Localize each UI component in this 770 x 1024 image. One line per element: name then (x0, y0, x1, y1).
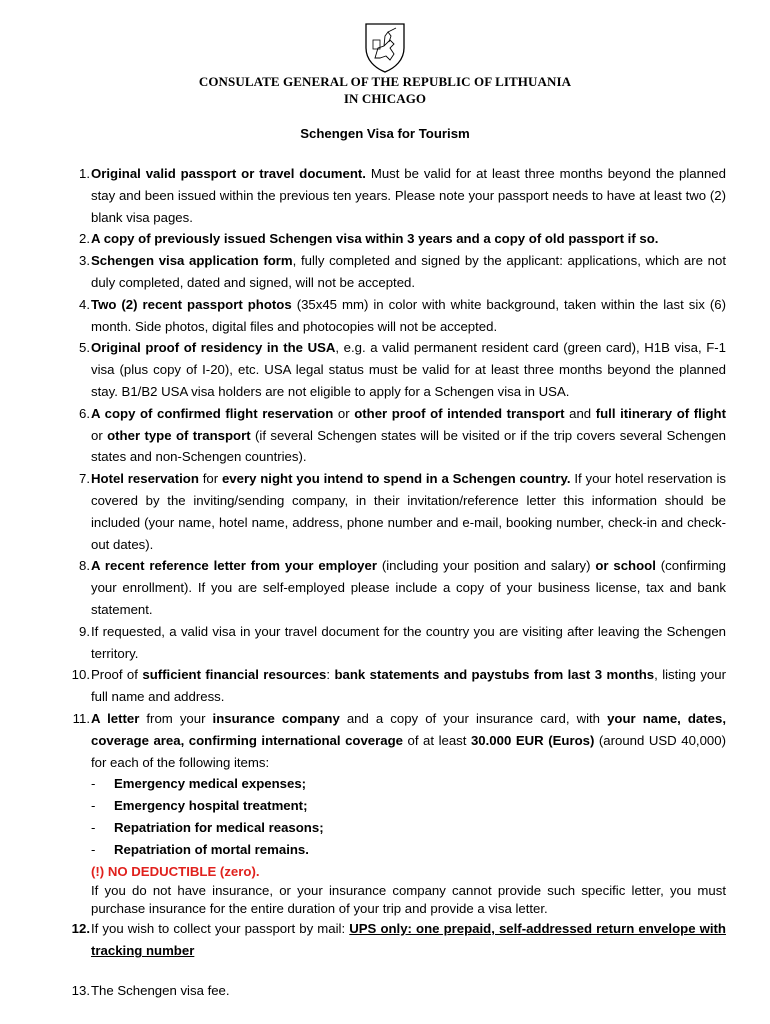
item-text: (confirming your enrollment). If you are self-employed please include a copy of your business license, tax and bank statement. (91, 558, 726, 617)
item-number: 10. (71, 667, 90, 683)
item-bold-text: Hotel reservation (91, 471, 199, 487)
item-number: 9. (79, 623, 90, 639)
item-text: and (564, 405, 596, 421)
coat-of-arms-icon (360, 18, 410, 74)
item-text: , listing your full name and address. (91, 667, 726, 705)
item-bold-text: A letter (91, 710, 140, 726)
list-item (66, 918, 726, 962)
sub-list-item (91, 795, 726, 817)
requirements-list (66, 163, 726, 1002)
item-text: If your hotel reservation is covered by the inviting/sending company, in their invitation/reference letter this information should be included (your name, hotel name, address, phone number and e-mail, booking number, check-in and check-out dates). (91, 471, 726, 552)
list-item (66, 294, 726, 338)
item-number: 6. (79, 405, 90, 421)
item-bold-text: other proof of intended transport (354, 405, 565, 421)
item-number: 1. (79, 166, 90, 181)
list-item (66, 468, 726, 555)
item-bold-text: other type of transport (107, 427, 251, 443)
list-item (66, 228, 726, 250)
item-number: 5. (79, 340, 90, 356)
page-title: Schengen Visa for Tourism (300, 126, 470, 141)
item-number: 3. (79, 253, 90, 269)
sub-list-item (91, 773, 726, 795)
item-text: If requested, a valid visa in your travel document for the country you are visiting after leaving the Schengen territory. (91, 623, 726, 661)
item-bold-text: your name, dates, coverage area, confirming international coverage (91, 710, 726, 748)
item-text: (if several Schengen states will be visited or if the trip covers several Schengen states and non-Schengen countries). (91, 427, 727, 465)
item-number: 8. (79, 558, 90, 574)
sub-item-text: Repatriation for medical reasons; (114, 819, 324, 835)
sub-item-text: Emergency hospital treatment; (114, 798, 308, 814)
insurance-items-list (91, 773, 726, 860)
item-bold-text: A copy of confirmed flight reservation (91, 405, 334, 421)
item-text: The Schengen visa fee. (91, 982, 230, 998)
sub-list-item (91, 839, 726, 861)
item-number: 13. (71, 982, 90, 998)
item-text: Proof of (91, 667, 143, 683)
item-bold-text: bank statements and paystubs from last 3 months (334, 667, 655, 683)
item-underlined-text: UPS only: one prepaid, self-addressed return envelope with tracking number (91, 921, 726, 959)
item-text: Must be valid for at least three months beyond the planned stay and been issued within the previous ten years. Please note your passport needs to have at least two (2) blank visa pages. (91, 166, 726, 225)
list-item (66, 403, 726, 468)
dash-bullet: - (91, 819, 96, 835)
sub-item-text: Repatriation of mortal remains. (114, 841, 309, 857)
item-bold-text: Original proof of residency in the USA (91, 340, 336, 356)
item-bold-text: 30.000 EUR (Euros) (470, 732, 595, 748)
item-bold-text: Schengen visa application form (91, 253, 293, 269)
item-text: or (91, 427, 108, 443)
item-bold-text: full itinerary of flight (595, 405, 726, 421)
header-line-1: CONSULATE GENERAL OF THE REPUBLIC OF LITHUANIA (198, 74, 572, 89)
item-bold-text: every night you intend to spend in a Schengen country. (221, 471, 571, 487)
item-number: 7. (79, 471, 90, 487)
item-bold-text: A recent reference letter from your employer (91, 558, 377, 574)
item-text: from your (139, 710, 213, 726)
list-item (66, 621, 726, 665)
list-item (66, 708, 726, 918)
dash-bullet: - (91, 798, 96, 814)
item-text: If you wish to collect your passport by mail: (91, 921, 350, 937)
dash-bullet: - (91, 776, 96, 792)
item-bold-text: Original valid passport or travel document. (91, 166, 366, 181)
item-bold-text: insurance company (212, 710, 340, 726)
item-text: or (333, 405, 355, 421)
item-text: , e.g. a valid permanent resident card (green card), H1B visa, F-1 visa (plus copy of I-20), etc. USA legal status must be valid for at least three months beyond the planned stay. B1/B2 USA visa holders are not eligible to apply for a Schengen visa in USA. (91, 340, 726, 399)
item-text: and a copy of your insurance card, with (339, 710, 608, 726)
item-number: 12. (71, 921, 90, 937)
sub-item-text: Emergency medical expenses; (114, 776, 307, 792)
item-bold-text: or school (595, 558, 656, 574)
item-bold-text: sufficient financial resources (142, 667, 327, 683)
header-line-2: IN CHICAGO (343, 91, 427, 106)
item-number: 4. (79, 296, 90, 312)
item-text: , fully completed and signed by the applicant: applications, which are not duly completed, dated and signed, will not be accepted. (91, 253, 726, 290)
item-bold-text: A copy of previously issued Schengen visa within 3 years and a copy of old passport if so. (91, 231, 659, 247)
sub-list-item (91, 817, 726, 839)
list-item (66, 250, 726, 294)
item-text: (including your position and salary) (376, 558, 596, 574)
list-item (66, 337, 726, 402)
item-text: (35x45 mm) in color with white background, taken within the last six (6) month. Side photos, digital files and photocopies will not be accepted. (91, 296, 726, 334)
item-text: (around USD 40,000) for each of the following items: (91, 732, 726, 770)
item-text: of at least (403, 732, 471, 748)
item-number: 2. (79, 231, 90, 247)
item-text: : (326, 667, 335, 683)
list-item (66, 555, 726, 620)
no-deductible-warning: (!) NO DEDUCTIBLE (zero). (91, 863, 260, 879)
insurance-note: If you do not have insurance, or your insurance company cannot provide such specific letter, you must purchase insurance for the entire duration of your trip and provide a visa letter. (91, 883, 726, 917)
list-item (66, 163, 726, 228)
item-text: for (198, 471, 222, 487)
item-bold-text: Two (2) recent passport photos (91, 296, 292, 312)
list-item (66, 980, 726, 1002)
dash-bullet: - (91, 841, 96, 857)
item-number: 11. (72, 710, 90, 726)
list-item (66, 664, 726, 708)
